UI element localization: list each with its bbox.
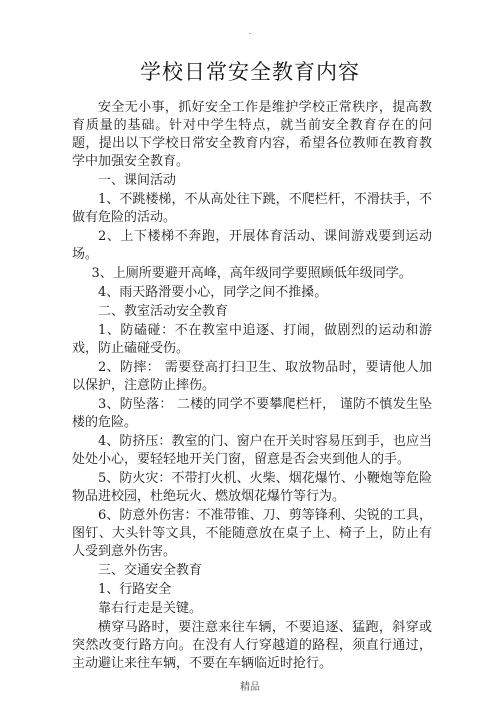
classroom-item-6: 6、防意外伤害：不准带锥、刀、剪等锋利、尖锐的工具，图钉、大头针等文具，不能随意放在桌子上、椅子上，防止有人受到意外伤害。 [72, 508, 432, 559]
intro-paragraph: 安全无小事，抓好安全工作是维护学校正常秩序，提高教育质量的基础。针对中学生特点，就当前安全教育存在的问题，提出以下学校日常安全教育内容，希望各位教师在教育教学中加强安全教育。 [72, 100, 432, 169]
traffic-item-crossing: 横穿马路时，要注意来往车辆，不要追逐、猛跑，斜穿或突然改变行路方向。在没有人行穿越道的路程，须直行通过，主动避让来往车辆，不要在车辆临近时抢行。 [72, 620, 432, 671]
recess-item-4: 4、雨天路滑要小心，同学之间不推搡。 [98, 285, 328, 300]
traffic-subheading-walking: 1、行路安全 [98, 582, 172, 597]
classroom-item-2: 2、防摔： 需要登高打扫卫生、取放物品时，要请他人加以保护，注意防止摔伤。 [72, 360, 432, 393]
recess-item-2: 2、上下楼梯不奔跑，开展体育活动、课间游戏要到运动场。 [72, 229, 432, 262]
footer-label: 精品 [240, 682, 260, 693]
document-body [72, 99, 432, 674]
classroom-item-5: 5、防火灾：不带打火机、火柴、烟花爆竹、小鞭炮等危险物品进校园，杜绝玩火、燃放烟花爆竹等行为。 [72, 471, 432, 504]
classroom-item-4: 4、防挤压：教室的门、窗户在开关时容易压到手，也应当处处小心，要轻轻地开关门窗，留意是否会夹到他人的手。 [72, 434, 432, 467]
section-heading-traffic: 三、交通安全教育 [98, 563, 203, 578]
recess-item-1: 1、不跳楼梯，不从高处往下跳，不爬栏杆，不滑扶手，不做有危险的活动。 [72, 192, 432, 225]
traffic-item-keep-right: 靠右行走是关键。 [98, 601, 203, 616]
recess-item-3: 3、上厕所要避开高峰，高年级同学要照顾低年级同学。 [91, 266, 412, 281]
document-title: 学校日常安全教育内容 [140, 60, 360, 84]
section-heading-recess: 一、课间活动 [98, 173, 177, 188]
classroom-item-1: 1、防磕碰：不在教室中追逐、打闹，做剧烈的运动和游戏，防止磕碰受伤。 [72, 323, 432, 356]
header-dot: . [248, 27, 252, 36]
section-heading-classroom: 二、教室活动安全教育 [98, 304, 229, 319]
classroom-item-3: 3、防坠落： 二楼的同学不要攀爬栏杆， 谨防不慎发生坠楼的危险。 [72, 397, 432, 430]
